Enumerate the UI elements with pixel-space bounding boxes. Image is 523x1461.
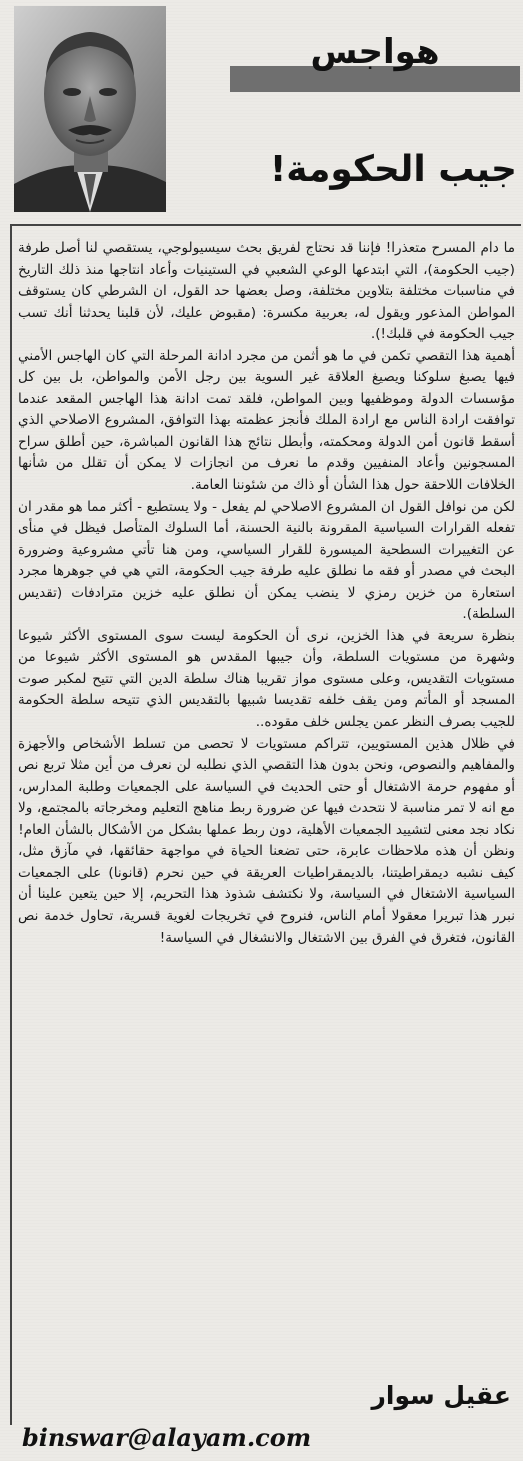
author-email-link[interactable]: binswar@alayam.com — [22, 1423, 312, 1452]
paragraph: ونظن أن هذه ملاحظات عابرة، حتى تضعنا الحياة في مواجهة حقائقها، في مآزق مثل، كيف نشبه ديمقراطيتنا، بالديمقراطيات العريقة في حين نحرم (قانونا) على الجمعيات السياسية الاشتغال في السياسة، ولا نكتشف شذوذ هذا التحريم، إلا حين يتعين علينا أن نبرر هذا تبريرا معقولا أمام الناس، فنروح في تخريجات لغوية قسرية، تحاول خدمة نص القانون، فتغرق في الفرق بين الاشتغال والانشغال في السياسة! — [18, 843, 515, 946]
article-text — [18, 238, 515, 949]
article-headline: جيب الحكومة! — [269, 149, 517, 190]
column-header — [0, 0, 523, 215]
paragraph: في ظلال هذين المستويين، تتراكم مستويات لا تحصى من تسلط الأشخاص والأجهزة والمفاهيم والنصوص، ونحن بدون هذا التقصي الذي نطلبه لن نعرف من أين مثلا تربع نص أو مفهوم حرمة الاشتغال أو حتى الحديث في السياسة على الجمعيات وطلبة المدارس، مع انه لا تمر مناسبة لا نتحدث فيها عن ضرورة ربط مناهج التعليم ومخرجاته بالمجتمع، ولا نكاد نجد معنى لتشييد الجمعيات الأهلية، دون ربط عملها بشكل من الأشكال بالشأن العام! — [18, 735, 515, 838]
paragraph: أهمية هذا التقصي تكمن في ما هو أثمن من مجرد ادانة المرحلة التي كان الهاجس الأمني فيها يصبغ سلوكنا ويصيغ العلاقة غير السوية بين رجل الأمن والمواطن، بل بين كل مؤسسات الدولة وموظفيها وبين المواطن، فلقد تمت ادانة هذا الهاجس المقعد عندما توافقت ارادة الناس مع ارادة الملك فأنجز عظمته بهذا التوافق، المشروع الاصلاحي الذي أسقط قانون أمن الدولة ومحكمته، وأبطل نتائج هذا القانون المباشرة، حين أطلق سراح المسجونين وأعاد المنفيين وقدم ما نعرف من انجازات لا يمكن أن تقلل من شأنها الخلافات اللاحقة حول هذا الشأن أو ذاك من شئوننا العامة. — [18, 347, 515, 494]
column-name: هواجس — [310, 32, 440, 72]
article-top-rule — [10, 224, 521, 226]
paragraph: لكن من نوافل القول ان المشروع الاصلاحي لم يفعل - ولا يستطيع - أكثر مما هو مقدر ان تفعله القرارات السياسية المقرونة بالنية الحسنة، أما السلوك المتأصل فيظل في منأى عن التغييرات السطحية الميسورة للقرار السياسي، ومن هنا تأتي مشروعية وضرورة البحث في مصدر أو فقه ما نطلق عليه طرفة جيب الحكومة، التي هي في جوهرها مجرد استعارة من خزين رمزي لا ينضب يمكن أن نطلق عليه خزين مترادفات (تقديس السلطة). — [18, 498, 515, 623]
paragraph: بنظرة سريعة في هذا الخزين، نرى أن الحكومة ليست سوى المستوى الأكثر شيوعا وشهرة من مستويات السلطة، وأن جيبها المقدس هو المستوى الأكثر شيوعا من مستويات التقديس، وعلى مستوى مواز تقريبا هناك سلطة الدين التي تتيح لمكبر صوت المسجد أو المأتم ومن يقف خلفه تقديسا شبيها بالتقديس الذي تتيحه سلطة الحكومة للجيب بصرف النظر عمن يجلس خلف مقوده.. — [18, 627, 515, 731]
paragraph: ما دام المسرح متعذرا! فإننا قد نحتاج لفريق بحث سيسيولوجي، يستقصي لنا أصل طرفة (جيب الحكومة)، التي ابتدعها الوعي الشعبي في الستينيات وأعاد انتاجها منذ ذلك التاريخ في مناسبات مختلفة بتلاوين مختلفة، وصل بعضها حد القول، ان الشرطي كان يستوقف المواطن المذعور ويقول له، بعربية مكسرة: (مقبوض عليك، لأن قلبنا يحدثنا أنك تسب جيب الحكومة في قلبك!). — [18, 240, 515, 343]
article-body — [12, 228, 521, 1461]
author-portrait-image — [14, 6, 166, 212]
author-photo — [14, 6, 166, 212]
author-name: عقيل سوار — [371, 1381, 511, 1410]
